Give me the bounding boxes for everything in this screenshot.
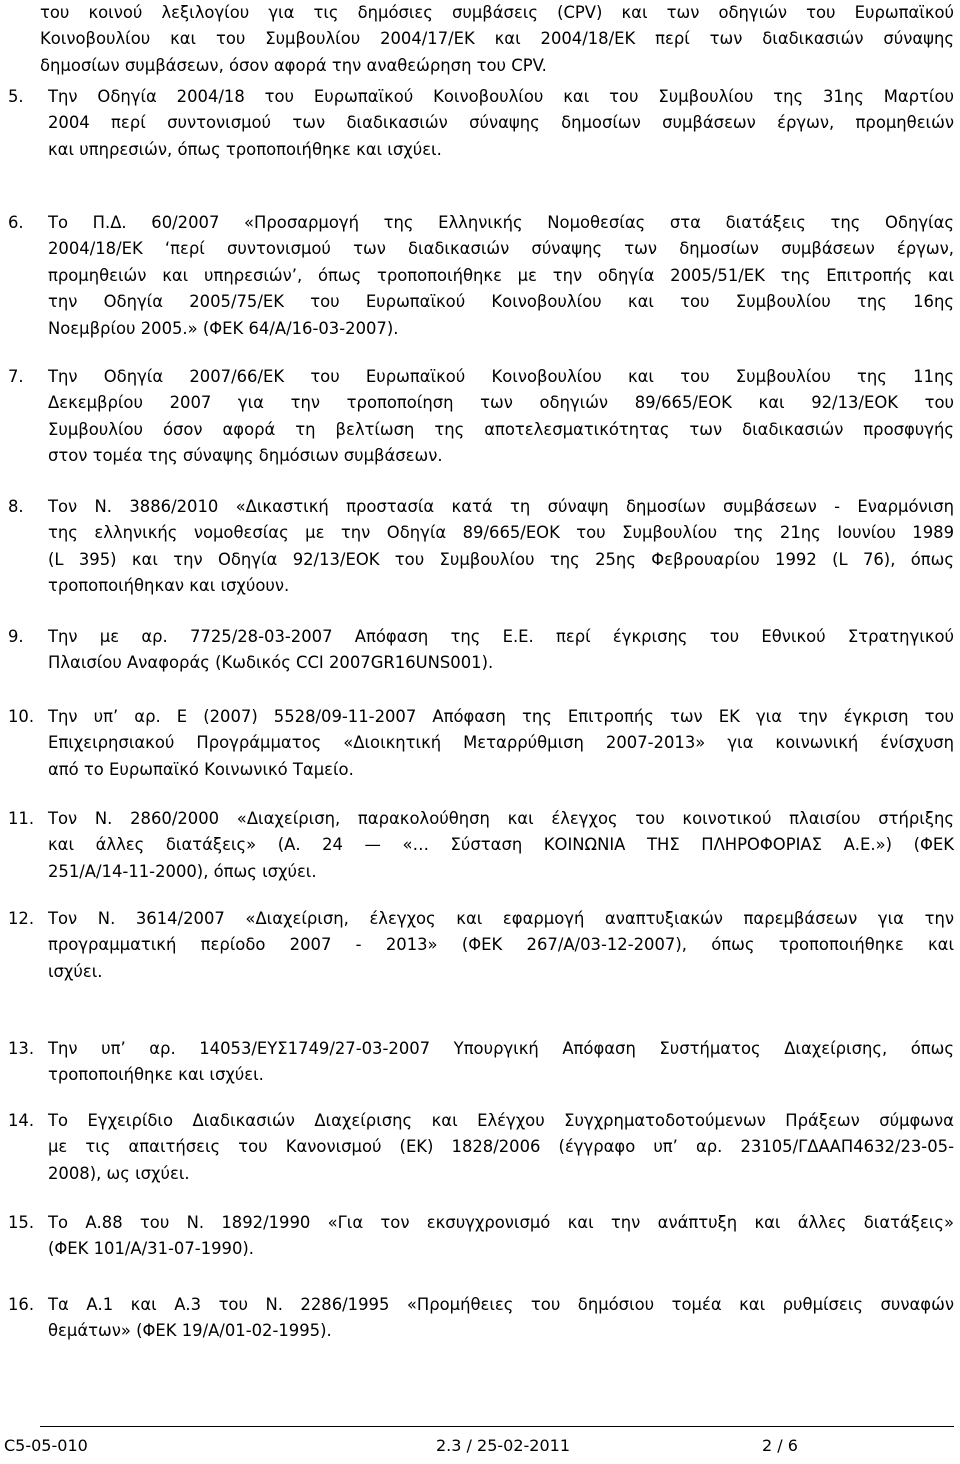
page-footer bbox=[4, 1426, 954, 1464]
list-item-text bbox=[48, 1210, 954, 1263]
list-item-number: 12. bbox=[8, 909, 35, 928]
list-item bbox=[8, 806, 954, 885]
list-item-line: της ελληνικής νομοθεσίας με την Οδηγία 89/665/ΕΟΚ του Συμβουλίου της 21ης Ιουνίου 1989 bbox=[48, 523, 954, 543]
list-item-line: την Οδηγία 2005/75/ΕΚ του Ευρωπαϊκού Κοινοβουλίου και του Συμβουλίου της 16ης bbox=[48, 292, 954, 312]
intro-line: δημοσίων συμβάσεων, όσον αφορά την αναθεώρηση του CPV. bbox=[40, 55, 547, 75]
document-code: C5-05-010 bbox=[4, 1436, 88, 1455]
list-item-line: Τα Α.1 και Α.3 του Ν. 2286/1995 «Προμήθειες του δημόσιου τομέα και ρυθμίσεις συναφών bbox=[48, 1295, 954, 1314]
list-item-line: Την υπ’ αρ. Ε (2007) 5528/09-11-2007 Απόφαση της Επιτροπής των ΕΚ για την έγκριση του bbox=[48, 707, 954, 726]
list-item-number: 7. bbox=[8, 367, 24, 386]
list-item-text bbox=[48, 1108, 954, 1187]
list-item-line: και υπηρεσιών, όπως τροποποιήθηκε και ισχύει. bbox=[48, 139, 442, 159]
list-item-line: προγραμματική περίοδο 2007 - 2013» (ΦΕΚ 267/Α/03-12-2007), όπως τροποποιήθηκε και bbox=[48, 935, 954, 955]
list-item-text bbox=[48, 364, 954, 470]
list-item-number: 9. bbox=[8, 627, 24, 646]
list-item-line: προμηθειών και υπηρεσιών’, όπως τροποποιήθηκε με την οδηγία 2005/51/ΕΚ της Επιτροπής και bbox=[48, 265, 954, 285]
list-item-text bbox=[48, 494, 954, 600]
list-item bbox=[8, 84, 954, 163]
list-item-line: (L 395) και την Οδηγία 92/13/ΕΟΚ του Συμβουλίου της 25ης Φεβρουαρίου 1992 (L 76), όπως bbox=[48, 549, 954, 569]
list-item-text bbox=[48, 704, 954, 783]
list-item-line: (ΦΕΚ 101/Α/31-07-1990). bbox=[48, 1239, 255, 1259]
list-item-text bbox=[48, 906, 954, 985]
list-item-number: 16. bbox=[8, 1295, 35, 1314]
list-item-line: τροποποιήθηκαν και ισχύουν. bbox=[48, 576, 290, 596]
intro-line: του κοινού λεξιλογίου για τις δημόσιες συμβάσεις (CPV) και των οδηγιών του Ευρωπαϊκού bbox=[40, 3, 954, 22]
list-item-line: Πλαισίου Αναφοράς (Κωδικός CCI 2007GR16UNS001). bbox=[48, 653, 494, 673]
list-item-line: τροποποιήθηκε και ισχύει. bbox=[48, 1065, 264, 1085]
list-item-line: Το Εγχειρίδιο Διαδικασιών Διαχείρισης και Ελέγχου Συγχρηματοδοτούμενων Πράξεων σύμφωνα bbox=[48, 1111, 954, 1130]
list-item-line: Τον Ν. 2860/2000 «Διαχείριση, παρακολούθηση και έλεγχος του κοινοτικού πλαισίου στήριξης bbox=[48, 809, 954, 828]
list-item-text bbox=[48, 1292, 954, 1345]
list-item-line: 251/Α/14-11-2000), όπως ισχύει. bbox=[48, 861, 317, 881]
list-item bbox=[8, 210, 954, 342]
list-item-number: 10. bbox=[8, 707, 35, 726]
list-item bbox=[8, 1210, 954, 1263]
list-item-number: 11. bbox=[8, 809, 35, 828]
list-item-line: Το Α.88 του Ν. 1892/1990 «Για τον εκσυγχρονισμό και την ανάπτυξη και άλλες διατάξεις» bbox=[48, 1213, 954, 1232]
list-item bbox=[8, 1036, 954, 1089]
list-item-number: 13. bbox=[8, 1039, 35, 1058]
list-item-text bbox=[48, 806, 954, 885]
list-item-line: Τον Ν. 3886/2010 «Δικαστική προστασία κατά τη σύναψη δημοσίων συμβάσεων - Εναρμόνιση bbox=[48, 497, 954, 516]
list-item bbox=[8, 906, 954, 985]
page-number: 2 / 6 bbox=[762, 1436, 798, 1455]
list-item bbox=[8, 1108, 954, 1187]
list-item-line: Την με αρ. 7725/28-03-2007 Απόφαση της Ε.Ε. περί έγκρισης του Εθνικού Στρατηγικού bbox=[48, 627, 954, 646]
list-item-line: 2004 περί συντονισμού των διαδικασιών σύναψης δημοσίων συμβάσεων έργων, προμηθειών bbox=[48, 113, 954, 133]
list-item-line: 2008), ως ισχύει. bbox=[48, 1163, 190, 1183]
list-item-line: Δεκεμβρίου 2007 για την τροποποίηση των οδηγιών 89/665/ΕΟΚ και 92/13/ΕΟΚ του bbox=[48, 393, 954, 413]
list-item-number: 15. bbox=[8, 1213, 35, 1232]
list-item-text bbox=[48, 1036, 954, 1089]
list-item bbox=[8, 1292, 954, 1345]
list-item-number: 14. bbox=[8, 1111, 35, 1130]
list-item-line: στον τομέα της σύναψης δημόσιων συμβάσεων. bbox=[48, 446, 443, 466]
list-item-line: με τις απαιτήσεις του Κανονισμού (ΕΚ) 1828/2006 (έγγραφο υπ’ αρ. 23105/ΓΔΑΑΠ4632/23-05- bbox=[48, 1137, 954, 1157]
document-version: 2.3 / 25-02-2011 bbox=[436, 1436, 570, 1455]
list-item-line: Τον Ν. 3614/2007 «Διαχείριση, έλεγχος και εφαρμογή αναπτυξιακών παρεμβάσεων για την bbox=[48, 909, 954, 928]
list-item-line: Την Οδηγία 2007/66/ΕΚ του Ευρωπαϊκού Κοινοβουλίου και του Συμβουλίου της 11ης bbox=[48, 367, 954, 386]
list-item-line: και άλλες διατάξεις» (Α. 24 — «… Σύσταση ΚΟΙΝΩΝΙΑ ΤΗΣ ΠΛΗΡΟΦΟΡΙΑΣ Α.Ε.») (ΦΕΚ bbox=[48, 835, 954, 855]
list-item-line: θεμάτων» (ΦΕΚ 19/Α/01-02-1995). bbox=[48, 1321, 332, 1341]
list-item-line: Το Π.Δ. 60/2007 «Προσαρμογή της Ελληνικής Νομοθεσίας στα διατάξεις της Οδηγίας bbox=[48, 213, 954, 232]
list-item bbox=[8, 704, 954, 783]
list-item-text bbox=[48, 624, 954, 677]
list-item-line: Την Οδηγία 2004/18 του Ευρωπαϊκού Κοινοβουλίου και του Συμβουλίου της 31ης Μαρτίου bbox=[48, 87, 954, 106]
intro-line: Κοινοβουλίου και του Συμβουλίου 2004/17/ΕΚ και 2004/18/ΕΚ περί των διαδικασιών σύναψης bbox=[40, 29, 954, 49]
list-item-number: 5. bbox=[8, 87, 24, 106]
list-item bbox=[8, 624, 954, 677]
list-item bbox=[8, 364, 954, 470]
list-item-line: Νοεμβρίου 2005.» (ΦΕΚ 64/Α/16-03-2007). bbox=[48, 318, 399, 338]
intro-paragraph bbox=[40, 0, 954, 79]
list-item-number: 8. bbox=[8, 497, 24, 516]
list-item-text bbox=[48, 84, 954, 163]
list-item-text bbox=[48, 210, 954, 342]
list-item-line: Συμβουλίου όσον αφορά τη βελτίωση της αποτελεσματικότητας των διαδικασιών προσφυγής bbox=[48, 419, 954, 439]
list-item-line: από το Ευρωπαϊκό Κοινωνικό Ταμείο. bbox=[48, 759, 354, 779]
list-item-line: Επιχειρησιακού Προγράμματος «Διοικητική Μεταρρύθμιση 2007-2013» για κοινωνική ένίσχυση bbox=[48, 733, 954, 753]
list-item bbox=[8, 494, 954, 600]
list-item-number: 6. bbox=[8, 213, 24, 232]
list-item-line: ισχύει. bbox=[48, 961, 103, 981]
list-item-line: Την υπ’ αρ. 14053/ΕΥΣ1749/27-03-2007 Υπουργική Απόφαση Συστήματος Διαχείρισης, όπως bbox=[48, 1039, 954, 1058]
list-item-line: 2004/18/ΕΚ ‘περί συντονισμού των διαδικασιών σύναψης των δημοσίων συμβάσεων έργων, bbox=[48, 239, 954, 259]
